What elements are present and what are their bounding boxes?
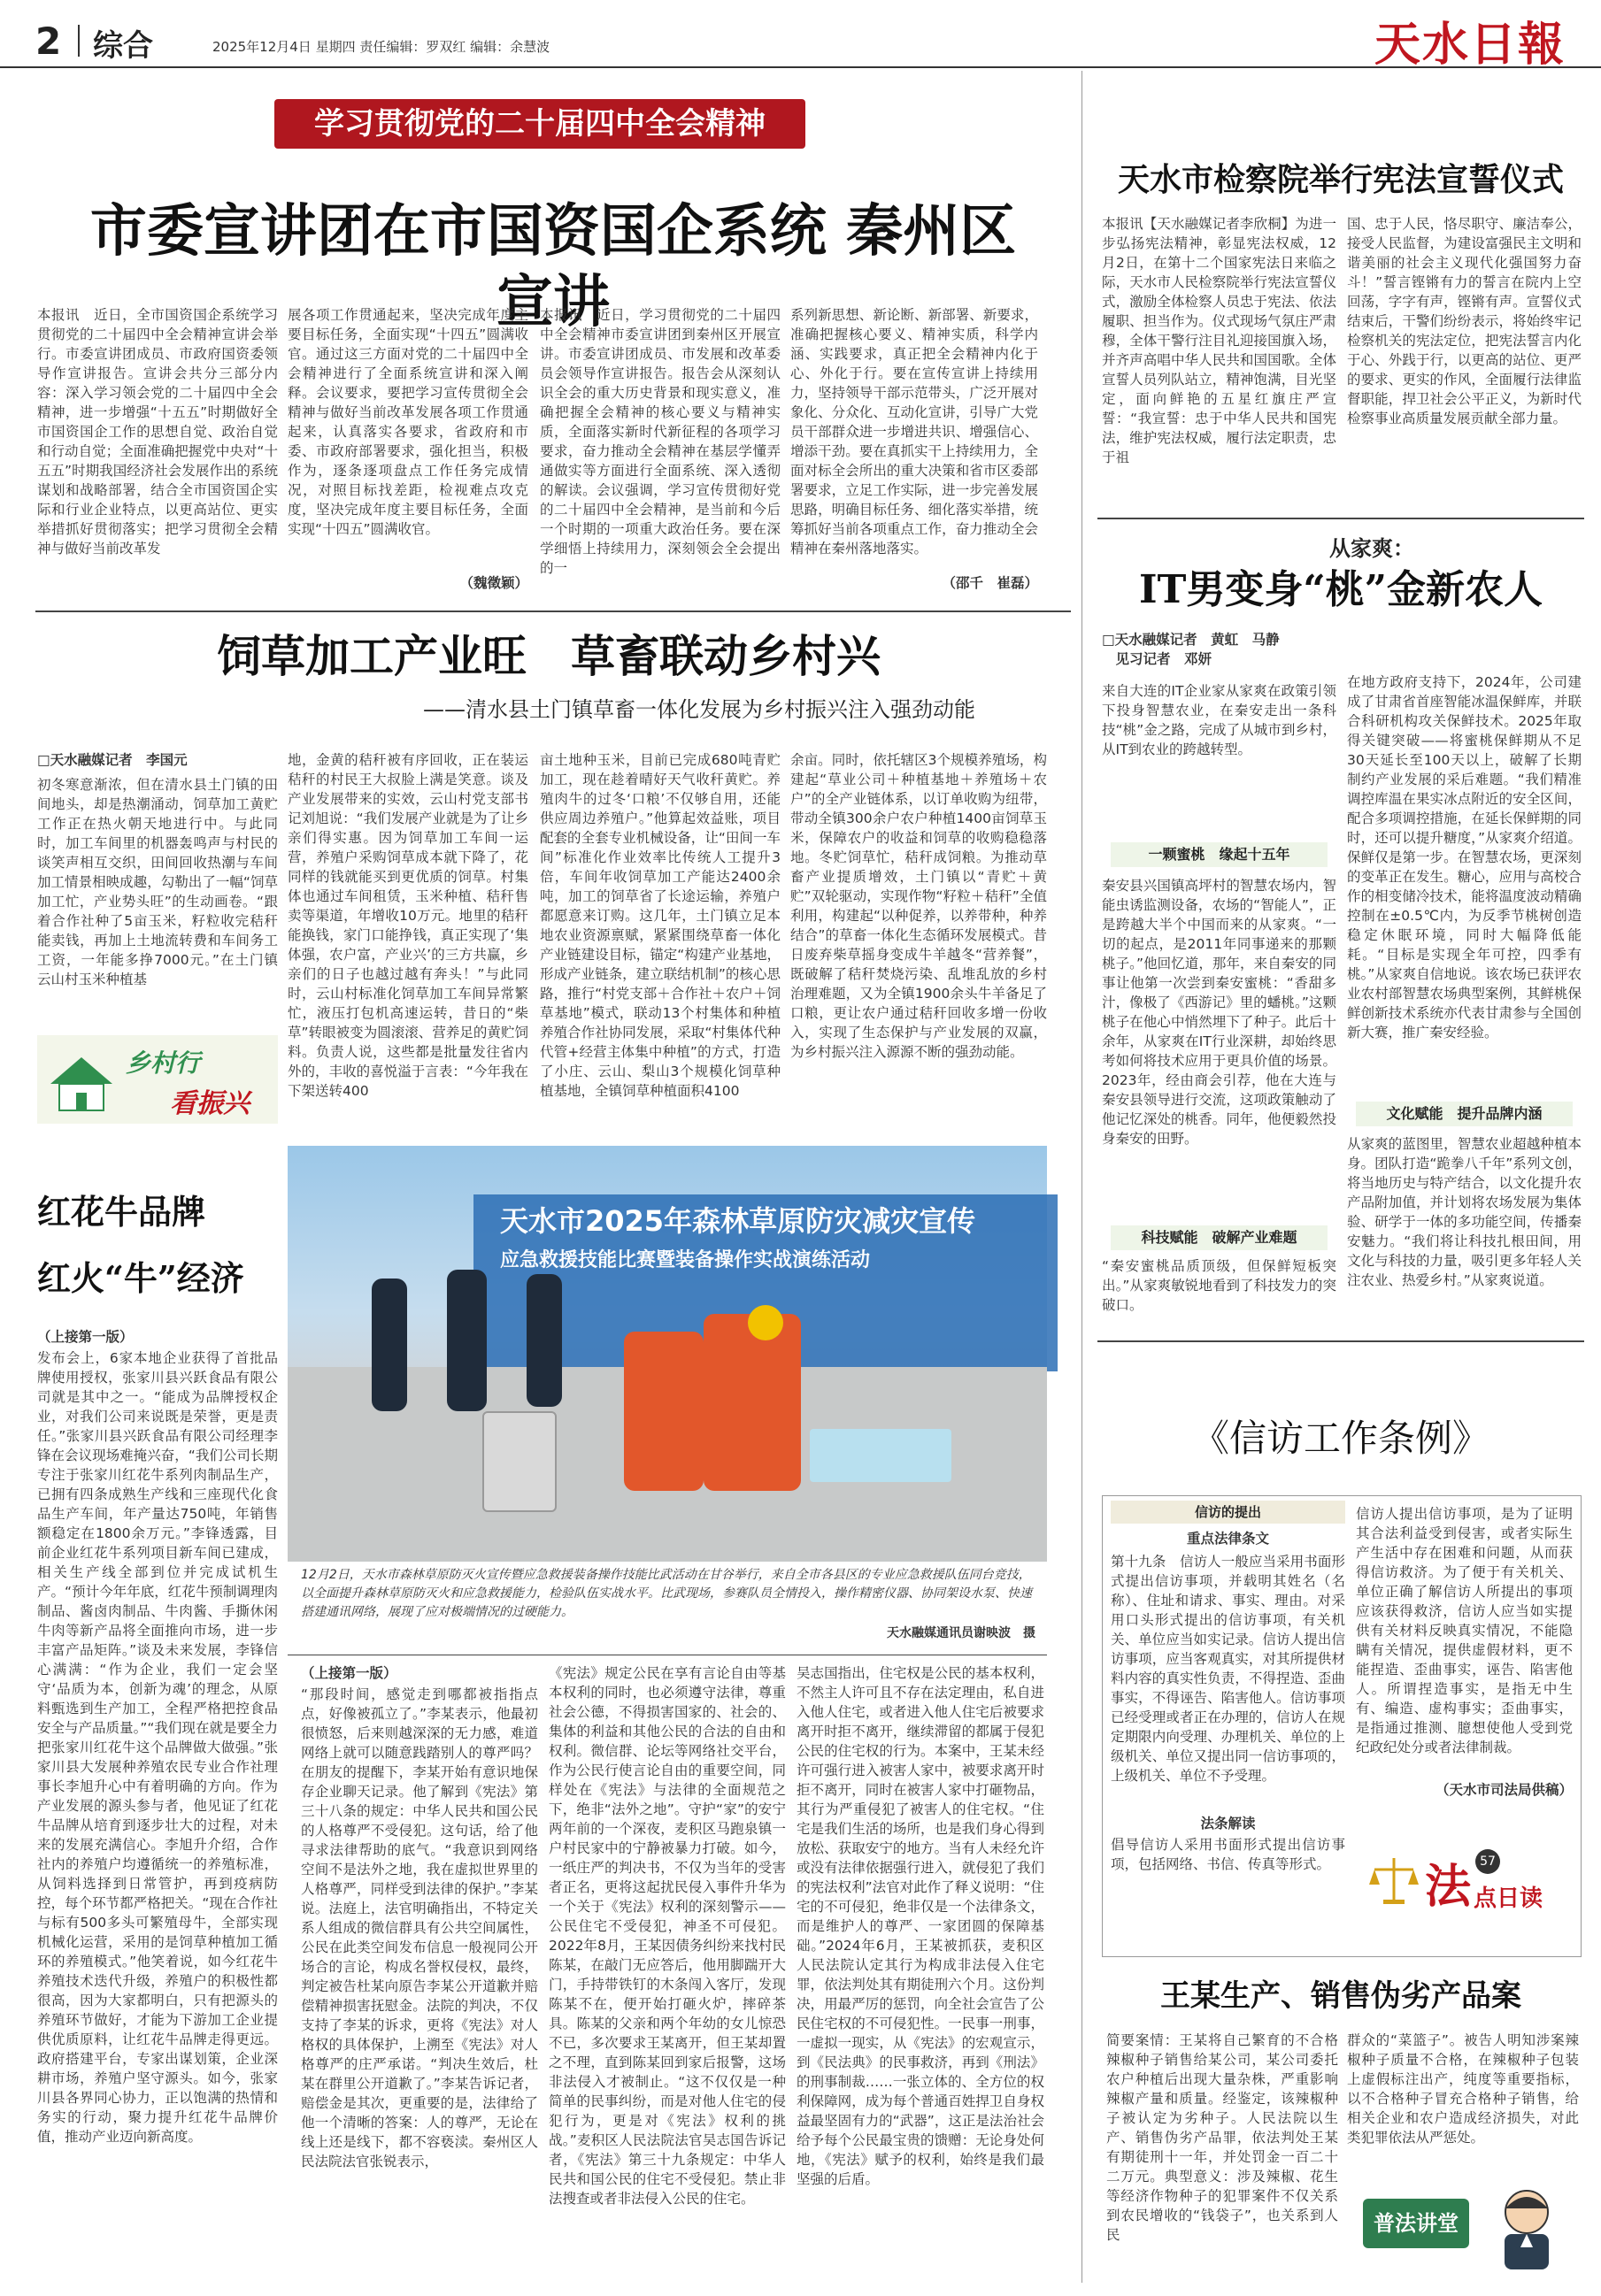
backdrop-title: 天水市2025年森林草原防灾减灾宣传 (500, 1204, 976, 1238)
header-meta: 2025年12月4日 星期四 责任编辑：罗双红 编辑：余慧波 (212, 39, 550, 55)
lead-col-3: 本报讯 近日，学习贯彻党的二十届四中全会精神市委宣讲团到秦州区开展宣讲。市委宣讲团成员、市发展和改革委员会领导作宣讲报告。报告会从深刻认识全会的重大历史背景和现实意义，准确把握全会精神的核心要义与精神实质，全面落实新时代新征程的各项学习要求，奋力推动全会精神在基层学懂弄通做实等方面进行全面系统、深入透彻的解读。会议强调，学习宣传贯彻好党的二十届四中全会精神，是当前和今后一个时期的一项重大政治任务。要在深学细悟上持续用力，深刻领会全会提出的一 (540, 307, 781, 576)
story7-col-1: 第十九条 信访人一般应当采用书面形式提出信访事项，并载明其姓名（名称）、住址和请求、事实、理由。对采用口头形式提出的信访事项，有关机关、单位应当如实记录。信访人提出信访事项，应当客观真实，对其所提供材料内容的真实性负责，不得捏造、歪曲事实，不得诬告、陷害他人。信访事项已经受理或者正在办理的，信访人在规定期限内向受理、办理机关、单位的上级机关、单位又提出同一信访事项的，上级机关、单位不予受理。 (1111, 1554, 1345, 1784)
story5-col-2: 国、忠于人民，恪尽职守、廉洁奉公，接受人民监督，为建设富强民主文明和谐美丽的社会主义现代化强国努力奋斗！”誓言铿锵有力的誓言在院内上空回荡，字字有声，铿锵有声。宣誓仪式结束后，干警们纷纷表示，将始终牢记检察机关的宪法定位，把宪法誓言内化于心、外践于行，以更高的站位、更严的要求、更实的作风，全面履行法律监督职能，捍卫社会公平正义，为新时代检察事业高质量发展贡献全部力量。 (1347, 216, 1582, 426)
column-divider (1081, 71, 1082, 2283)
story7-byline: （天水市司法局供稿） (1435, 1782, 1573, 1798)
story2-col-4: 余亩。同时，依托辖区3个规模养殖场，构建起“草业公司＋种植基地＋养殖场＋农户”的全产业链体系，以订单收购为纽带，带动全镇300余户农户种植1400亩饲草玉米，保障农户的收益和饲草的收购稳稳落地。冬贮饲草忙，秸秆成饲粮。为推动草畜产业提质增效，土门镇以“青贮＋黄贮”双轮驱动，实现作物“籽粒＋秸秆”全值利用，构建起“以种促养，以养带种，种养结合”的草畜一体化生态循环发展模式。昔日废弃柴草摇身变成牛羊越冬“营养餐”，既破解了秸秆焚烧污染、乱堆乱放的乡村治理难题，又为全镇1900余头牛羊备足了口粮，更让农户通过秸秆回收多增一份收入，实现了生态保护与产业发展的双赢，为乡村振兴注入源源不断的强劲动能。 (790, 752, 1047, 1060)
story6-col-2b: 从家爽的蓝图里，智慧农业超越种植本身。团队打造“跪拳八千年”系列文创，将当地历史与特产结合，以文化提升农产品附加值，并计划将农场发展为集体验、研学于一体的多功能空间，传播秦安魅力。“我们将让科技扎根田间，用文化与科技的力量，吸引更多年轻人关注农业、热爱乡村。”从家爽说道。 (1347, 1136, 1582, 1288)
law-daily-logo (1367, 1845, 1571, 1916)
rescue-drill-photo (288, 1146, 1047, 1562)
story6-kicker: 从家爽： (1329, 535, 1414, 561)
lead-col-4-byline: （邵千 崔磊） (942, 575, 1038, 591)
law-logo-char: 法 (1425, 1860, 1472, 1914)
story2-col-3: 亩土地种玉米，目前已完成680吨青贮加工，现在趁着晴好天气收秆黄贮。养殖肉牛的过冬‘口粮’不仅够自用，还能供应周边养殖户。”他算起效益账，项目配套的全套专业机械设备，让“田间一车间”标准化作业效率比传统人工提升3倍，车间年收饲草加工产能达2400余吨，加工的饲草省了长途运输，养殖户都愿意来订购。这几年，土门镇立足本地农业资源禀赋，紧紧围绕草畜一体化产业链建设目标，锚定“构建产业基地，形成产业链条，建立联结机制”的核心思路，推行“村党支部＋合作社＋农户＋饲草基地”模式，联动13个村集体和种植养殖合作社协同发展，采取“村集体代种代管+经营主体集中种植”的方式，打造了小庄、云山、梨山3个规模化饲草种植基地，全镇饲草种植面积4100 (540, 752, 781, 1099)
story6-col-1a: 来自大连的IT企业家从家爽在政策引领下投身智慧农业，在秦安走出一条科技“桃”金之路，完成了从城市到乡村，从IT到农业的跨越转型。 (1102, 683, 1336, 757)
judge-figure (372, 1279, 407, 1411)
header-divider (78, 25, 80, 57)
story2-byline: □天水融媒记者 李国元 (37, 752, 188, 768)
masthead-logo: 天水日報 (1374, 18, 1566, 72)
story6-col-1c: “秦安蜜桃品质顶级，但保鲜短板突出。”从家爽敏锐地看到了科技发力的突破口。 (1102, 1258, 1336, 1313)
law-logo-text: 点日读 (1474, 1885, 1543, 1912)
page-header (0, 0, 1601, 72)
judge-figure (447, 1270, 487, 1411)
story4-continued: （上接第一版） (301, 1665, 397, 1681)
story7-col-1b: 倡导信访人采用书面形式提出信访事项，包括网络、书信、传真等形式。 (1111, 1837, 1345, 1872)
story2-subheadline: ——清水县土门镇草畜一体化发展为乡村振兴注入强劲动能 (423, 697, 975, 722)
lead-col-2-byline: （魏徵颖） (459, 575, 528, 591)
mat (810, 1429, 951, 1482)
helmet (748, 1305, 783, 1340)
theme-banner: 学习贯彻党的二十届四中全会精神 (274, 99, 805, 149)
law-logo-number: 57 (1475, 1849, 1500, 1874)
story8-col-1: 简要案情：王某将自己繁育的不合格辣椒种子销售给某公司，某公司委托农户种植后出现大量杂株，严重影响辣椒产量和质量。经鉴定，该辣椒种子被认定为劣种子。人民法院以生产、销售伪劣产品罪，依法判处王某有期徒刑十一年，并处罚金一百二十二万元。典型意义：涉及辣椒、花生等经济作物种子的犯罪案件不仅关系到农民增收的“钱袋子”，也关系到人民 (1106, 2032, 1338, 2243)
backdrop-subtitle: 应急救援技能比赛暨装备操作实战演练活动 (500, 1249, 871, 1271)
story7-sub-1: 重点法律条文 (1186, 1531, 1269, 1547)
scales-icon (1367, 1854, 1420, 1907)
photo-credit: 天水融媒通讯员谢映波 摄 (887, 1626, 1035, 1640)
rural-column-logo (37, 1035, 278, 1124)
story6-col-2: 在地方政府支持下，2024年，公司建成了甘肃省首座智能冰温保鲜库，并联合科研机构攻关保鲜技术。2025年取得关键突破——将蜜桃保鲜期从不足30天延长至100天以上，破解了长期制约产业发展的采后难题。“我们精准调控库温在果实冰点附近的安全区间，配合多项调控措施，在延长保鲜期的同时，还可以提升糖度，”从家爽介绍道。保鲜仅是第一步。在智慧农场，更深刻的变革正在发生。糖心，应用与高校合作的相变储冷技术，能将温度波动精确控制在±0.5℃内，为反季节桃树创造稳定休眠环境，同时大幅降低能耗。“目标是实现全年可控，四季有桃。”从家爽自信地说。该农场已获评农业农村部智慧农场典型案例，其鲜桃保鲜创新技术系统亦代表甘肃参与全国创新大赛，推广秦安经验。 (1347, 674, 1582, 1040)
lead-col-1: 本报讯 近日，全市国资国企系统学习贯彻党的二十届四中全会精神宣讲会举行。市委宣讲团成员、市政府国资委领导作宣讲报告。宣讲会共分三部分内容：深入学习领会党的二十届四中全会精神，进一步增强“十五五”时期做好全市国资国企工作的思想自觉、政治自觉和行动自觉；全面准确把握党中央对“十五五”时期我国经济社会发展作出的系统谋划和战略部署，结合全市国资国企实际和行业企业特点，以更高站位、更实举措抓好贯彻落实；把学习贯彻全会精神与做好当前改革发 (37, 307, 278, 557)
story3-continued: （上接第一版） (37, 1329, 134, 1345)
right-rule (1097, 518, 1584, 519)
story7-col-2: 信访人提出信访事项，是为了证明其合法利益受到侵害，或者实际生产生活中存在困难和问题，从而获得信访救济。为了便于有关机关、单位正确了解信访人所提出的事项应该获得救济，信访人应当如实提供有关材料反映真实情况，不能隐瞒有关情况，提供虚假材料，更不能捏造、歪曲事实，诬告、陷害他人。所谓捏造事实，是指无中生有、编造、虚构事实；歪曲事实，是指通过推测、臆想使他人受到党纪政纪处分或者法律制裁。 (1356, 1506, 1573, 1755)
story2-col-2: 地，金黄的秸秆被有序回收，正在装运秸秆的村民王大叔脸上满是笑意。谈及产业发展带来的实效，云山村党支部书记刘旭说：“我们发展产业就是为了让乡亲们得实惠。因为饲草加工车间一运营，养殖户采购饲草成本就下降了，花同样的钱就能买到更优质的饲草。村集体也通过车间租赁，玉米种植、秸秆售卖等渠道，年增收10万元。地里的秸秆能换钱，家门口能挣钱，真正实现了‘集体强，农户富，产业兴’的三方共赢，乡亲们的日子也越过越有奔头！”与此同时，云山村标准化饲草加工车间异常繁忙，液压打包机高速运转，昔日的“柴草”转眼被变为圆滚滚、营养足的黄贮饲料。负责人说，这些都是批量发往省内外的，丰收的喜悦溢于言表：“今年我在下架送转400 (288, 752, 528, 1099)
story6-col-1b: 秦安县兴国镇高坪村的智慧农场内，智能虫诱监测设备，农场的“智能人”，正是跨越大半个中国而来的从家爽。“一切的起点，是2011年同事递来的那颗桃子。”他回忆道，那年，来自秦安的同事让他第一次尝到秦安蜜桃：“香甜多汁，像极了《西游记》里的蟠桃。”这颗桃子在他心中悄然埋下了种子。此后十余年，从家爽在IT行业深耕，却始终思考如何将技术应用于更具价值的场景。2023年，经由商会引荐，他在大连与秦安县领导进行交流，这项政策触动了他记忆深处的桃香。同年，他便毅然投身秦安的田野。 (1102, 878, 1336, 1147)
story6-sub-1: 一颗蜜桃 缘起十五年 (1111, 842, 1328, 867)
story4-col-1: “那段时间，感觉走到哪都被指指点点，好像被孤立了。”李某表示，他最初很愤怒，后来则越深深的无力感，难道网络上就可以随意践踏别人的尊严吗？在朋友的提醒下，李某开始有意识地保存企业聊天记录。他了解到《宪法》第三十八条的规定：中华人民共和国公民的人格尊严不受侵犯。这句话，给了他寻求法律帮助的底气。“我意识到网络空间不是法外之地，我在虚拟世界里的人格尊严，同样受到法律的保护。”李某说。法庭上，法官明确指出，不特定关系人组成的微信群具有公共空间属性，公民在此类空间发布信息一般视同公开场合的言论，构成名誉权侵权，最终，判定被告杜某向原告李某公开道歉并赔偿精神损害抚慰金。法院的判决，不仅支持了李某的诉求，更将《宪法》对人格权的具体保护，上溯至《宪法》对人格尊严的庄严承诺。“判决生效后，杜某在群里公开道歉了。”李某告诉记者，赔偿金是其次，更重要的是，法律给了他一个清晰的答案：人的尊严，无论在线上还是线下，都不容亵渎。秦州区人民法院法官张锐表示， (301, 1686, 538, 2169)
lead-col-2: 展各项工作贯通起来，坚决完成年度主要目标任务，全面实现“十四五”圆满收官。通过这三方面对党的二十届四中全会精神进行了全面系统宣讲和深入阐释。会议要求，要把学习宣传贯彻全会精神与做好当前改革发展各项工作贯通起来，认真落实各要求，省政府和市委、市政府部署要求，强化担当，积极作为，逐条逐项盘点工作任务完成情况，对照目标找差距，检视难点攻克度，坚决完成年度主要目标任务，全面实现“十四五”圆满收官。 (288, 307, 528, 537)
story3-headline-2: 红火“牛”经济 (37, 1258, 244, 1298)
story4-col-2: 《宪法》规定公民在享有言论自由等基本权利的同时，也必须遵守法律，尊重社会公德，不得损害国家的、社会的、集体的利益和其他公民的合法的自由和权利。微信群、论坛等网络社交平台，作为公民行使言论自由的重要空间，同样处在《宪法》与法律的全面规范之下，绝非“法外之地”。守护“家”的安宁 两年前的一个深夜，麦积区马跑泉镇一户村民家中的宁静被暴力打破。如今，一纸庄严的判决书，不仅为当年的受害者正名，更将这起扰民侵入事件升华为一个关于《宪法》权利的深刻警示——公民住宅不受侵犯，神圣不可侵犯。2022年8月，王某因债务纠纷来找村民陈某，在敲门无应答后，他用脚踹开大门，手持带铁钉的木条闯入客厅，发现陈某不在，便开始打砸火炉，摔碎茶具。陈某的父亲和两个年幼的女儿惊恐不已，多次要求王某离开，但王某却置之不理，直到陈某回到家后报警，这场非法侵入才被制止。“这不仅仅是一种简单的民事纠纷，而是对他人住宅的侵犯行为，更是对《宪法》权利的挑战。”麦积区人民法院法官吴志国告诉记者，《宪法》第三十九条规定：中华人民共和国公民的住宅不受侵犯。禁止非法搜查或者非法侵入公民的住宅。 (549, 1665, 800, 2207)
story4-col-3: 吴志国指出，住宅权是公民的基本权利，不然主人许可且不存在法定理由，私自进入他人住宅，或者进入他人住宅后被要求离开时拒不离开，继续滞留的都属于侵犯公民的住宅权的行为。本案中，王某未经许可强行进入被害人家中，被要求离开时拒不离开，同时在被害人家中打砸物品，其行为严重侵犯了被害人的住宅权。“住宅是我们生活的场所，也是我们身心得到放松、获取安宁的地方。当有人未经允许或没有法律依据强行进入，就侵犯了我们的宪法权利”法官对此作了释义说明：“住宅的不可侵犯，绝非仅是一个法律条文，而是维护人的尊严、一家团圆的保障基础。”2024年6月，王某被抓获，麦积区人民法院认定其行为构成非法侵入住宅罪，依法判处其有期徒刑六个月。这份判决，用最严厉的惩罚，向全社会宣告了公民住宅权的不可侵犯性。一民事一刑事，一虚拟一现实，从《宪法》的宏观宣示，到《民法典》的民事救济，再到《刑法》的刑事制裁……一张立体的、全方位的权利保障网，成为每个普通百姓捍卫自身权益最坚固有力的“武器”，这正是法治社会给予每个公民最宝贵的馈赠：无论身处何地，《宪法》赋予的权利，始终是我们最坚强的后盾。 (797, 1665, 1044, 2187)
story6-sub-2: 科技赋能 破解产业难题 (1111, 1225, 1328, 1250)
lead-col-4: 系列新思想、新论断、新部署、新要求，准确把握核心要义、精神实质，科学内涵、实践要求，真正把全会精神内化于心、外化于行。要在宣传宣讲上持续用力，坚持领导干部示范带头，广泛开展对象化、分众化、互动化宣讲，引导广大党员干部群众进一步增进共识、增强信心、增添干劲。要在真抓实干上持续用力，全面对标全会所出的重大决策和省市区委部署要求，立足工作实际，进一步完善发展思路，明确目标任务、细化落实举措，统筹抓好当前各项重点工作，奋力推动全会精神在秦州落地落实。 (790, 307, 1038, 557)
rural-logo-bottom: 看振兴 (170, 1088, 250, 1119)
story6-sub-3: 文化赋能 提升品牌内涵 (1356, 1102, 1573, 1126)
equipment-case (482, 1411, 557, 1512)
story8-headline: 王某生产、销售伪劣产品案 (1160, 1978, 1521, 2014)
story5-col-1: 本报讯【天水融媒记者李欣桐】为进一步弘扬宪法精神，彰显宪法权威，12月2日，在第十二个国家宪法日来临之际，天水市人民检察院举行宪法宣誓仪式，激励全体检察人员忠于宪法、依法履职、担当作为。仪式现场气氛庄严肃穆，全体干警行注目礼迎接国旗入场，并齐声高唱中华人民共和国国歌。全体宣誓人员列队站立，精神饱满，目光坚定，面向鲜艳的五星红旗庄严宣誓：“我宣誓：忠于中华人民共和国宪法，维护宪法权威，履行法定职责，忠于祖 (1102, 216, 1336, 465)
story7-sub-2: 法条解读 (1200, 1816, 1256, 1831)
firefighter-figure (624, 1332, 704, 1491)
house-icon (46, 1053, 117, 1115)
lawyer-cartoon-icon (1487, 2185, 1566, 2274)
section-name: 综合 (93, 28, 153, 64)
section-rule (35, 610, 1071, 612)
story6-headline: IT男变身“桃”金新农人 (1139, 567, 1543, 612)
lead-headline: 市委宣讲团在市国资国企系统 秦州区宣讲 (89, 198, 1017, 335)
page-number: 2 (35, 19, 62, 63)
story3-headline-1: 红花牛品牌 (37, 1192, 206, 1232)
story2-headline: 饲草加工产业旺 草畜联动乡村兴 (217, 630, 881, 682)
story8-col-2: 群众的“菜篮子”。被告人明知涉案辣椒种子质量不合格，在辣椒种子包装上虚假标注出产，纯度等重要指标，以不合格种子冒充合格种子销售，给相关企业和农户造成经济损失，对此类犯罪依法从严惩处。 (1347, 2032, 1579, 2146)
story3-col-1: 发布会上，6家本地企业获得了首批品牌使用授权，张家川县兴跃食品有限公司就是其中之一。“能成为品牌授权企业，对我们公司来说既是荣誉，更是责任。”张家川县兴跃食品有限公司经理李锋在会议现场难掩兴奋，“我们公司长期专注于张家川红花牛系列肉制品生产，已拥有四条成熟生产线和三座现代化食品生产车间，年产量达750吨，年销售额稳定在1800余万元。”李锋透露，目前企业红花牛系列项目新车间已建成，相关生产线全部到位并完成试机生产。“预计今年年底，红花牛预制调理肉制品、酱卤肉制品、牛肉酱、手撕休闲牛肉等新产品将全面推向市场，进一步丰富产品矩阵。”谈及未来发展，李锋信心满满：“作为企业，我们一定会坚守‘品质为本，创新为魂’的理念，从原料甄选到生产加工，全程严格把控食品安全与产品质量。”“我们现在就是要全力把张家川红花牛这个品牌做大做强。”张家川县大发展种养殖农民专业合作社理事长李旭升心中有着明确的方向。作为产业发展的源头参与者，他见证了红花牛品牌从培育到逐步壮大的过程，对未来的发展充满信心。李旭升介绍，合作社内的养殖户均遵循统一的养殖标准，从饲料选择到日常管护，再到疫病防控，每个环节都严格把关。“现在合作社与标有500多头可繁殖母牛，全部实现机械化运营，采用的是饲草种植加工循环的养殖模式。”他笑着说，如今红花牛养殖技术迭代升级，养殖户的积极性都很高，因为大家都明白，只有把源头的养殖环节做好，才能为下游加工企业提供优质原料，让红花牛品牌走得更远。政府搭建平台，专家出谋划策，企业深耕市场，养殖户坚守源头。如今，张家川县各界同心协力，正以饱满的热情和务实的行动，聚力提升红花牛品牌价值，推动产业迈向新高度。 (37, 1350, 278, 2145)
right-rule (1097, 1340, 1584, 1342)
judge-figure (527, 1274, 562, 1407)
law-lecture-badge: 普法讲堂 (1363, 2199, 1469, 2248)
story5-headline: 天水市检察院举行宪法宣誓仪式 (1117, 161, 1564, 198)
rural-logo-top: 乡村行 (126, 1048, 201, 1078)
story6-byline: □天水融媒记者 黄虹 马静 见习记者 邓妍 (1102, 632, 1280, 667)
photo-caption: 12月2日，天水市森林草原防灭火宣传暨应急救援装备操作技能比武活动在甘谷举行，来自全市各县区的专业应急救援队伍同台竞技，以全面提升森林草原防灭火和应急救援能力，检验队伍实战水平。比武现场，参赛队员全情投入，操作精密仪器、协同架设水泵、快速搭建通讯网络，展现了应对极端情况的过硬能力。 (301, 1568, 1032, 1619)
story7-headline: 《信访工作条例》 (1191, 1417, 1489, 1460)
story7-box-head: 信访的提出 (1111, 1501, 1345, 1524)
firefighter-figure (704, 1314, 801, 1491)
story2-col-1: 初冬寒意渐浓，但在清水县土门镇的田间地头，却是热潮涌动，饲草加工黄贮工作正在热火朝天地进行中。与此同时，加工车间里的机器轰鸣声与村民的谈笑声相互交织，田间回收热潮与车间加工情景相映成趣，勾勒出了一幅“饲草加工忙，产业势头旺”的生动画卷。“跟着合作社种了5亩玉米，籽粒收完秸秆能卖钱，再加上土地流转费和车间务工工资，一年能多挣7000元。”在土门镇云山村玉米种植基 (37, 777, 278, 987)
